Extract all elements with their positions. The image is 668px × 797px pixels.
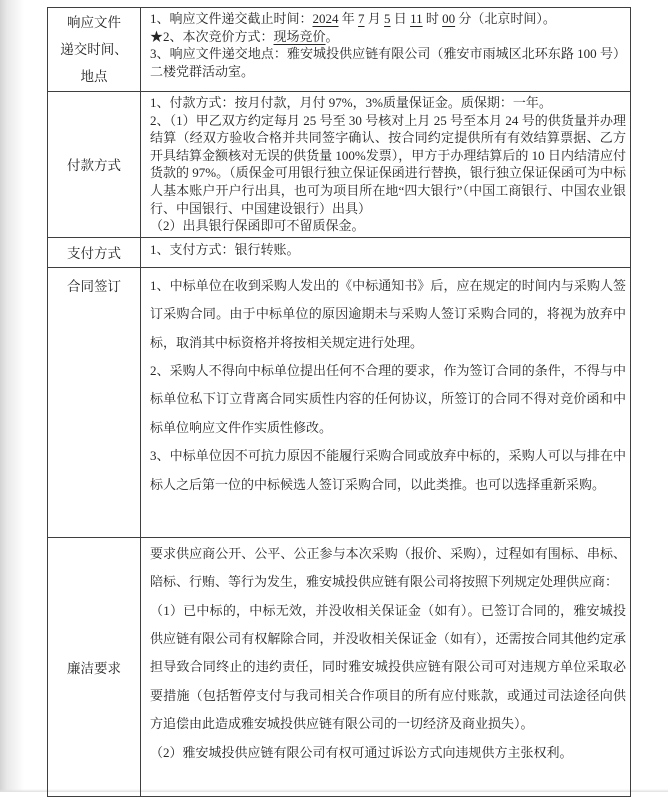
deadline-day: 5: [384, 11, 391, 26]
table-row-payment-method: [48, 237, 631, 267]
procurement-terms-table: [47, 7, 631, 797]
deadline-minute: 00: [442, 11, 456, 26]
row-label-integrity: 廉洁要求: [48, 537, 141, 796]
payment-terms-paragraph: （2）出具银行保函即可不留质保金。: [150, 218, 365, 234]
payment-method-content-cell: [141, 237, 631, 267]
deadline-sep: 时: [422, 11, 443, 26]
deadline-sep: 年: [338, 11, 359, 26]
contract-paragraph: 3、中标单位因不可抗力原因不能履行采购合同或放弃中标的，采购人可以与排在中标人之后第一位的中标候选人签订采购合同，以此类推。也可以选择重新采购。: [150, 448, 626, 492]
submission-address-line: 3、响应文件递交地点：雅安城投供应链有限公司（雅安市雨城区北环东路 100 号）二楼党群活动室。: [150, 46, 626, 79]
submission-deadline-line: [150, 10, 626, 28]
integrity-content-cell: [141, 537, 631, 796]
payment-terms-paragraph: 1、付款方式：按月付款，月付 97%，3%质量保证金。质保期：一年。: [150, 95, 552, 110]
payment-method-paragraph: 1、支付方式：银行转账。: [150, 241, 300, 257]
table-row-contract: [48, 267, 631, 537]
submission-content-cell: [141, 8, 631, 92]
scan-edge-shadow: [0, 0, 24, 792]
deadline-suffix: 分（北京时间）。: [455, 11, 556, 26]
bidding-mode-value: 现场竞价: [273, 28, 326, 44]
integrity-paragraph: （2）雅安城投供应链有限公司有权可通过诉讼方式向违规供方主张权利。: [150, 744, 573, 760]
row-label-payment-terms: 付款方式: [48, 92, 141, 238]
bidding-mode-line: [150, 28, 626, 46]
row-label-submission: [48, 8, 141, 92]
row-label-line: 地点: [80, 69, 108, 84]
payment-terms-content-cell: [141, 92, 631, 238]
table-row-integrity: [48, 537, 631, 796]
contract-paragraph: 1、中标单位在收到采购人发出的《中标通知书》后，应在规定的时间内与采购人签订采购合同。由于中标单位的原因逾期未与采购人签订采购合同的，将视为放弃中标，取消其中标资格并将按相关规定进行处理。: [150, 277, 626, 350]
bidding-mode-suffix: 。: [325, 28, 339, 44]
deadline-prefix: 1、响应文件递交截止时间：: [150, 11, 313, 26]
row-label-line: 响应文件: [67, 15, 121, 30]
contract-content-cell: [141, 267, 631, 537]
deadline-year: 2024: [312, 11, 339, 26]
contract-paragraph: 2、采购人不得向中标单位提出任何不合理的要求，作为签订合同的条件，不得与中标单位私下订立背离合同实质性内容的任何协议，所签订的合同不得对竞价函和中标单位响应文件作实质性修改。: [150, 362, 626, 435]
integrity-paragraph: （1）已中标的，中标无效，并没收相关保证金（如有）。已签订合同的，雅安城投供应链有限公司有权解除合同，并没收相关保证金（如有），还需按合同其他约定承担导致合同终止的违约责任，同时雅安城投供应链有限公司可对违规方单位采取必要措施（包括暂停支付与我司相关合作项目的所有应付账款，或通过司法途径向供方追偿由此造成雅安城投供应链有限公司的一切经济及商业损失）。: [150, 602, 626, 732]
table-row-payment-terms: [48, 92, 631, 238]
deadline-month: 7: [358, 11, 365, 26]
table-row-submission: [48, 8, 631, 92]
deadline-sep: 月: [364, 11, 385, 26]
deadline-sep: 日: [390, 11, 411, 26]
deadline-hour: 11: [410, 11, 423, 26]
row-label-payment-method: 支付方式: [48, 237, 141, 267]
integrity-paragraph: 要求供应商公开、公平、公正参与本次采购（报价、采购），过程如有围标、串标、陪标、行贿、等行为发生，雅安城投供应链有限公司将按照下列规定处理供应商：: [150, 545, 626, 590]
payment-terms-paragraph: 2、（1）甲乙双方约定每月 25 号至 30 号核对上月 25 号至本月 24 号的供货量并办理结算（经双方验收合格并共同签字确认、按合同约定提供所有有效结算票据、乙方开具结算金额核对无误的供货量 100%发票），甲方于办理结算后的 10 日内结清应付货款的 97%。（质保金可用银行独立保证保函进行替换，银行独立保证保函可为中标人基本账户开户行出具，也可为项目所在地“四大银行”（中国工商银行、中国农业银行、中国银行、中国建设银行）出具）: [150, 112, 626, 216]
row-label-line: 递交时间、: [60, 42, 128, 57]
bidding-mode-prefix: ★2、本次竞价方式：: [150, 28, 274, 44]
row-label-contract: 合同签订: [48, 267, 141, 537]
